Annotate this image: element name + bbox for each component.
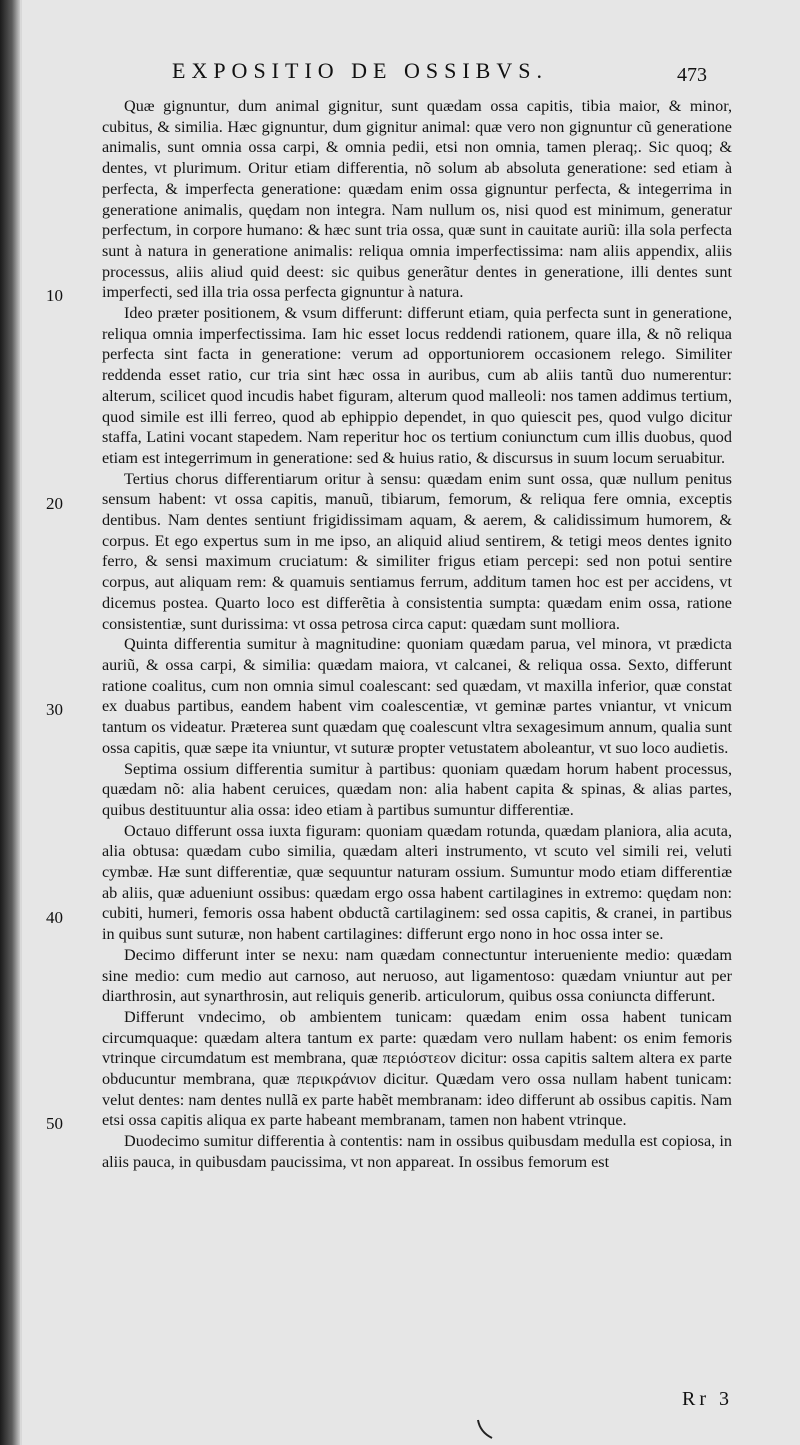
page-sheet (22, 0, 800, 1445)
paragraph: Tertius chorus differentiarum oritur à sensu: quædam enim sunt ossa, quæ nullum penitus sensum habent: vt ossa capitis, manuũ, tibiarum, femorum, & reliqua fere omnia, exceptis dentibus. Nam dentes sentiunt frigidissimam aquam, & aerem, & calidissimum humorem, & corpus. Et ego expertus sum in me ipso, an aliquid aliud sentirem, & tetigi meos dentes ignito ferro, & sensi maximum cruciatum: & similiter frigus etiam percepi: sed non potui sentire corpus, aut aliquam rem: & quamuis sentiamus ferrum, additum tamen hoc est per accidens, vt dicemus postea. Quarto loco est differẽtia à consistentia sumpta: quædam enim ossa, ratione consistentiæ, sunt durissima: vt ossa petrosa circa caput: quædam sunt molliora. (102, 469, 732, 633)
paragraph: Octauo differunt ossa iuxta figuram: quoniam quædam rotunda, quædam planiora, alia acuta, alia obtusa: quædam cubo similia, quædam alteri instrumento, vt scuto vel simili rei, veluti cymbæ. Hæ sunt differentiæ, quæ sequuntur naturam ossium. Sumuntur modo etiam differentiæ ab aliis, quæ adueniunt ossibus: quædam ergo ossa habent cartilagines in extremo: quędam non: cubiti, humeri, femoris ossa habent obductã cartilaginem: sed ossa capitis, & cranei, in partibus in quibus sunt suturæ, non habent cartilagines: differunt ergo nono in hoc ossa inter se. (102, 821, 732, 944)
ink-stroke-mark (474, 1418, 496, 1440)
margin-number: 40 (46, 908, 63, 927)
paragraph: Ideo præter positionem, & vsum differunt: differunt etiam, quia perfecta sunt in generatione, reliqua omnia imperfectissima. Iam hic esset locus reddendi rationem, quare illa, & nõ reliqua perfecta sint facta in generatione: verum ad opportuniorem occasionem relego. Similiter reddenda esset ratio, cur tria sint hæc ossa in auribus, cum ab aliis tantũ duo numerentur: alterum, scilicet quod incudis habet figuram, alterum quod malleoli: nos tamen addimus tertium, quod simile est illi ferreo, quod ab ephippio dependet, in quo quiescit pes, quod vulgo dicitur staffa, Latini vocant stapedem. Nam reperitur hoc os tertium coniunctum cum illis duobus, quod etiam est integerrimum in generatione: sed & huius ratio, & discursus in suum locum seruabitur. (102, 304, 732, 467)
paragraph: Decimo differunt inter se nexu: nam quædam connectuntur interueniente medio: quædam sine medio: cum medio aut carnoso, aut neruoso, aut ligamentoso: quædam vniuntur aut per diarthrosin, aut synarthrosin, aut reliquis generib. articulorum, quibus ossa coniuncta differunt. (102, 945, 732, 1006)
paragraph: Septima ossium differentia sumitur à partibus: quoniam quædam horum habent processus, quædam nõ: alia habent ceruices, quædam non: alia habent capita & spinas, & alias partes, quibus destituuntur alia ossa: ideo etiam à partibus sumuntur differentiæ. (102, 759, 732, 819)
margin-number: 30 (46, 700, 63, 719)
margin-number: 10 (46, 286, 63, 305)
margin-number: 20 (46, 494, 63, 513)
body-text (102, 96, 732, 1173)
binding-gutter (0, 0, 20, 1445)
signature-mark: Rr 3 (682, 1388, 733, 1410)
margin-line-numbers (46, 0, 86, 1445)
paragraph: Duodecimo sumitur differentia à contentis: nam in ossibus quibusdam medulla est copiosa, in aliis pauca, in quibusdam paucissima, vt non appareat. In ossibus femorum est (102, 1132, 732, 1171)
paragraph: Quinta differentia sumitur à magnitudine: quoniam quædam parua, vel minora, vt prædicta auriũ, & ossa carpi, & similia: quædam maiora, vt calcanei, & reliqua ossa. Sexto, differunt ratione coalitus, cum non omnia simul coalescant: sed quædam, vt maxilla inferior, quæ constat ex duabus partibus, eandem habent vim coalescentiæ, vt geminæ partes vniantur, vt vnicum tantum os videatur. Præterea sunt quædam quę coalescunt vltra sexagesimum annum, qualia sunt ossa capitis, quæ sæpe ita vniuntur, vt suturæ propter vetustatem aboleantur, vt suo loco audietis. (102, 635, 732, 757)
paragraph: Quæ gignuntur, dum animal gignitur, sunt quædam ossa capitis, tibia maior, & minor, cubitus, & similia. Hæc gignuntur, dum gignitur animal: quæ vero non gignuntur cũ generatione animalis, sunt omnia ossa carpi, & omnia pedii, etsi non omnia, tamen pleraq;. Sic quoq; & dentes, vt plurimum. Oritur etiam differentia, nõ solum ab absoluta generatione: sed etiam à perfecta, & imperfecta generatione: quædam enim ossa gignuntur perfecta, & integerrima in generatione animalis, quędam non integra. Nam nullum os, nisi quod est minimum, generatur perfectum, in corpore humano: & hæc sunt tria ossa, quæ sunt in cauitate auriũ: illa sola perfecta sunt à natura in generatione animalis: reliqua omnia imperfectissima: nam aliis appendix, aliis processus, aliis aliud quid deest: sic quibus generãtur dentes in generatione, illi dentes sunt imperfecti, sed illa tria ossa perfecta gignuntur à natura. (102, 97, 732, 302)
running-title: EXPOSITIO DE OSSIBVS. (172, 58, 548, 83)
page-number: 473 (677, 64, 707, 86)
margin-number: 50 (46, 1114, 63, 1133)
paragraph: Differunt vndecimo, ob ambientem tunicam: quædam enim ossa habent tunicam circumquaque: quædam altera tantum ex parte: quædam vero nullam habent: os enim femoris vtrinque circumdatum est membrana, quæ περιόστεον dicitur: ossa capitis saltem altera ex parte obducuntur membrana, quæ περικράνιον dicitur. Quædam vero ossa nullam habent tunicam: velut dentes: nam dentes nullã ex parte habẽt membranam: ideo differunt ab ossibus capitis. Nam etsi ossa capitis aliqua ex parte habeant membranam, tamen non habent vtrinque. (102, 1007, 732, 1130)
